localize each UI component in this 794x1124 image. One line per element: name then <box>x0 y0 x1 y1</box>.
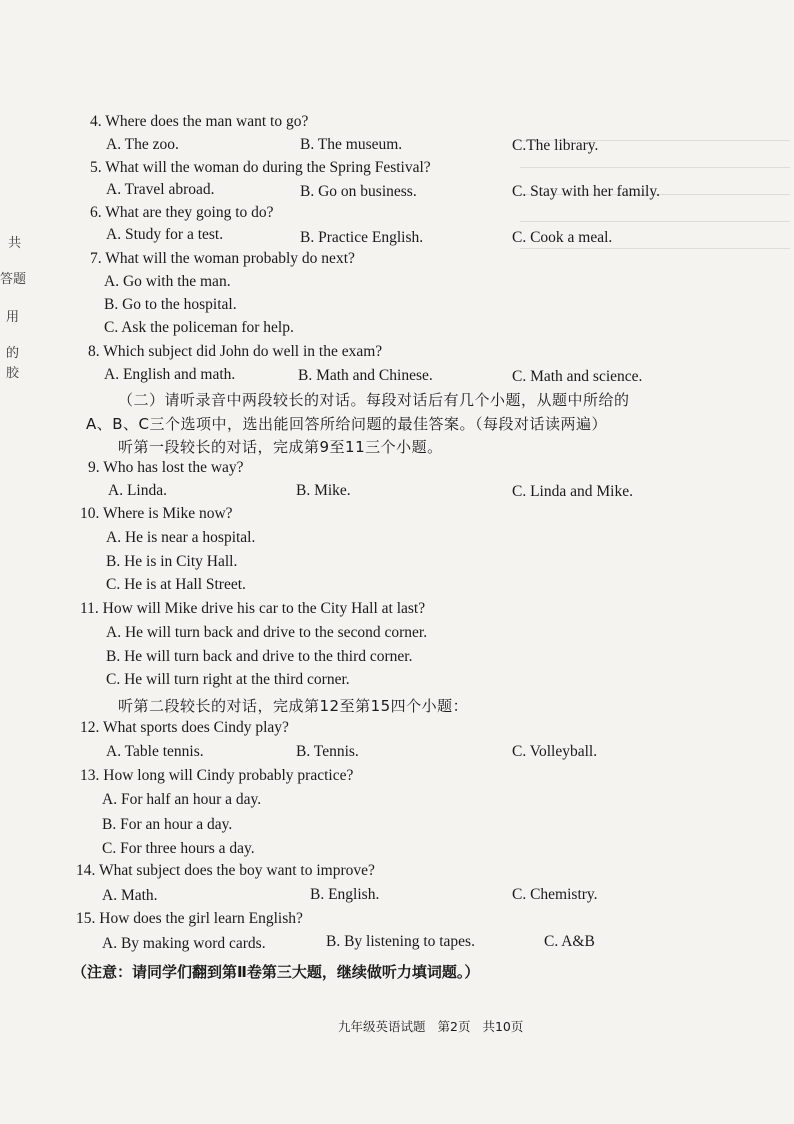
question-7-option-b: B. Go to the hospital. <box>104 296 237 313</box>
question-13-option-c: C. For three hours a day. <box>102 840 255 857</box>
question-6-option-a: A. Study for a test. <box>106 226 224 243</box>
turn-page-note: （注意：请同学们翻到第Ⅱ卷第三大题，继续做听力填词题。） <box>72 963 480 981</box>
question-8-option-b: B. Math and Chinese. <box>298 367 433 384</box>
section-2-instruction-line-1: （二）请听录音中两段较长的对话。每段对话后有几个小题，从题中所给的 <box>118 391 630 409</box>
question-5-option-a: A. Travel abroad. <box>106 181 215 198</box>
question-4-option-a: A. The zoo. <box>106 136 179 153</box>
dialogue-2-instruction: 听第二段较长的对话，完成第12至第15四个小题： <box>118 697 469 715</box>
question-15-option-b: B. By listening to tapes. <box>326 933 475 950</box>
question-15-stem: 15. How does the girl learn English? <box>76 910 303 927</box>
dialogue-1-instruction: 听第一段较长的对话，完成第9至11三个小题。 <box>118 438 443 456</box>
margin-mark-5: 胶 <box>6 366 20 381</box>
question-10-option-c: C. He is at Hall Street. <box>106 576 246 593</box>
question-15-option-a: A. By making word cards. <box>102 935 266 952</box>
question-10-option-b: B. He is in City Hall. <box>106 553 238 570</box>
question-9-option-a: A. Linda. <box>108 482 167 499</box>
question-4-option-b: B. The museum. <box>300 136 403 153</box>
question-14-option-c: C. Chemistry. <box>512 886 598 903</box>
question-12-option-b: B. Tennis. <box>296 743 359 760</box>
question-8-stem: 8. Which subject did John do well in the exam? <box>88 343 383 360</box>
margin-mark-2: 答题 <box>0 272 27 287</box>
question-4-option-c: C.The library. <box>512 137 599 154</box>
question-6-stem: 6. What are they going to do? <box>90 204 274 221</box>
question-14-stem: 14. What subject does the boy want to improve? <box>76 862 375 879</box>
question-14-option-a: A. Math. <box>102 887 158 904</box>
question-9-option-c: C. Linda and Mike. <box>512 483 633 500</box>
question-6-option-c: C. Cook a meal. <box>512 229 613 246</box>
question-9-stem: 9. Who has lost the way? <box>88 459 244 476</box>
question-13-option-a: A. For half an hour a day. <box>102 791 262 808</box>
margin-mark-1: 共 <box>8 236 22 251</box>
question-15-option-c: C. A&B <box>544 933 595 950</box>
question-10-stem: 10. Where is Mike now? <box>80 505 233 522</box>
footer-page: 第2页 <box>437 1019 471 1034</box>
margin-mark-4: 的 <box>6 346 20 361</box>
question-9-option-b: B. Mike. <box>296 482 351 499</box>
question-8-option-c: C. Math and science. <box>512 368 643 385</box>
question-12-option-c: C. Volleyball. <box>512 743 598 760</box>
question-7-option-c: C. Ask the policeman for help. <box>104 319 294 336</box>
question-8-option-a: A. English and math. <box>104 366 236 383</box>
question-7-stem: 7. What will the woman probably do next? <box>90 250 355 267</box>
question-11-stem: 11. How will Mike drive his car to the City Hall at last? <box>80 600 426 617</box>
footer-total: 共10页 <box>482 1019 524 1034</box>
question-5-option-b: B. Go on business. <box>300 183 417 200</box>
question-14-option-b: B. English. <box>310 886 380 903</box>
question-11-option-b: B. He will turn back and drive to the third corner. <box>106 648 413 665</box>
question-5-option-c: C. Stay with her family. <box>512 183 660 200</box>
question-7-option-a: A. Go with the man. <box>104 273 231 290</box>
question-4-stem: 4. Where does the man want to go? <box>90 113 309 130</box>
question-6-option-b: B. Practice English. <box>300 229 424 246</box>
section-2-instruction-line-2: A、B、C三个选项中，选出能回答所给问题的最佳答案。（每段对话读两遍） <box>86 415 608 433</box>
question-13-option-b: B. For an hour a day. <box>102 816 233 833</box>
question-12-stem: 12. What sports does Cindy play? <box>80 719 289 736</box>
footer-subject: 九年级英语试题 <box>338 1019 426 1034</box>
question-10-option-a: A. He is near a hospital. <box>106 529 256 546</box>
question-11-option-a: A. He will turn back and drive to the second corner. <box>106 624 428 641</box>
question-11-option-c: C. He will turn right at the third corner. <box>106 671 350 688</box>
question-13-stem: 13. How long will Cindy probably practice? <box>80 767 354 784</box>
margin-mark-3: 用 <box>6 310 20 325</box>
question-12-option-a: A. Table tennis. <box>106 743 204 760</box>
question-5-stem: 5. What will the woman do during the Spring Festival? <box>90 159 431 176</box>
page-footer <box>338 1017 523 1035</box>
